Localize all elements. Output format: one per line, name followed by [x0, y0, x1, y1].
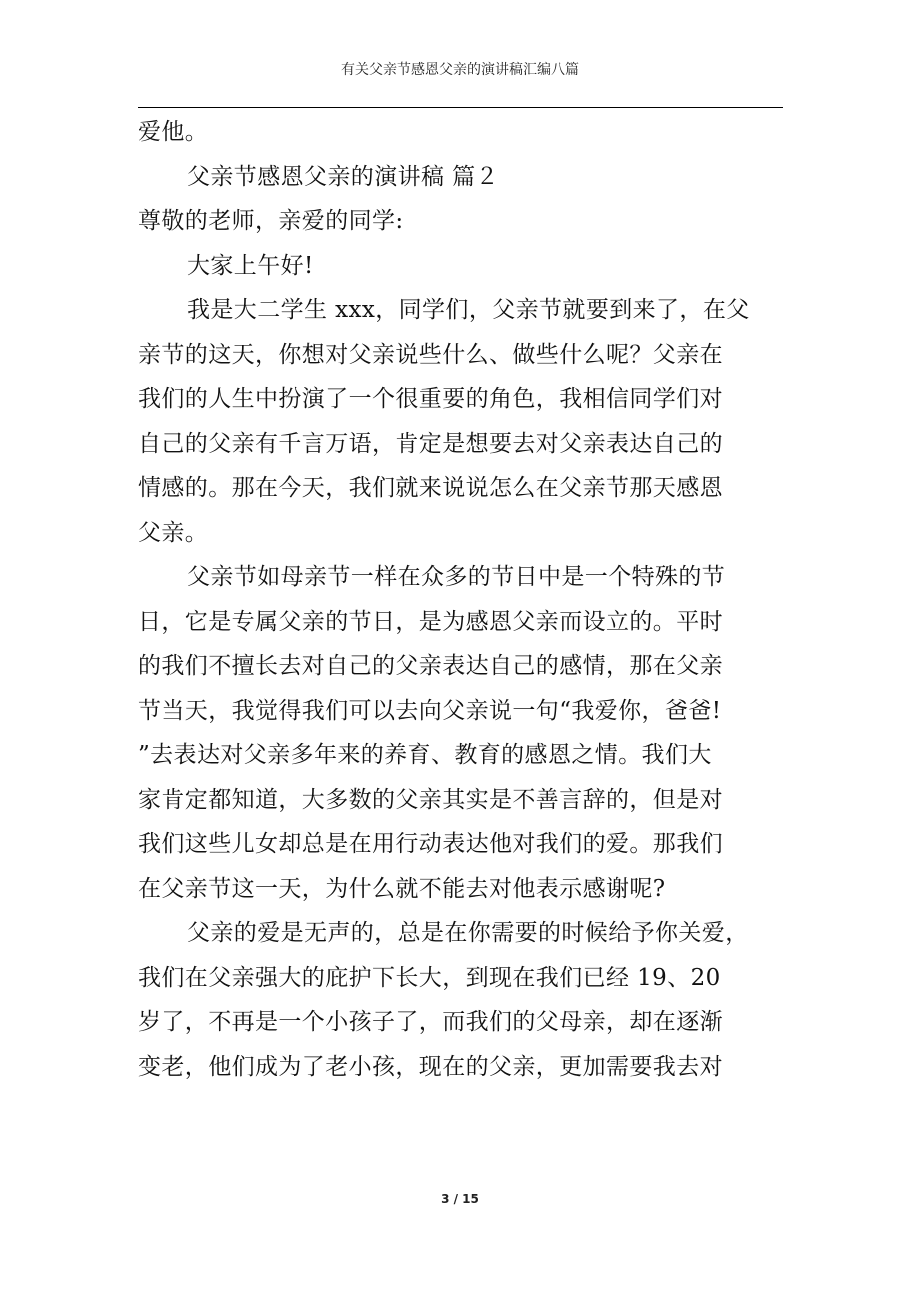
text-line: 自己的父亲有千言万语，肯定是想要去对父亲表达自己的: [138, 430, 723, 457]
text-line: 父亲。: [138, 519, 209, 546]
text-line: 节当天，我觉得我们可以去向父亲说一句“我爱你，爸爸!: [138, 697, 722, 724]
text-line: 在父亲节这一天，为什么就不能去对他表示感谢呢?: [138, 875, 666, 902]
greeting: 大家上午好!: [187, 252, 314, 279]
text-line: 父亲节如母亲节一样在众多的节日中是一个特殊的节: [187, 564, 726, 590]
running-header: 有关父亲节感恩父亲的演讲稿汇编八篇: [341, 62, 579, 78]
text-line: 爱他。: [138, 119, 209, 145]
text-line: 情感的。那在今天，我们就来说说怎么在父亲节那天感恩: [138, 475, 723, 501]
page-number: 3 / 15: [441, 1192, 479, 1206]
text-line: 我是大二学生 xxx，同学们，父亲节就要到来了，在父: [187, 297, 750, 323]
text-line: 我们的人生中扮演了一个很重要的角色，我相信同学们对: [138, 386, 723, 412]
text-line: 的我们不擅长去对自己的父亲表达自己的感情，那在父亲: [138, 653, 723, 679]
section-heading: 父亲节感恩父亲的演讲稿 篇２: [187, 163, 499, 190]
text-line: 我们这些儿女却总是在用行动表达他对我们的爱。那我们: [138, 831, 723, 857]
text-line: 父亲的爱是无声的，总是在你需要的时候给予你关爱，: [187, 920, 749, 946]
text-line: 家肯定都知道，大多数的父亲其实是不善言辞的，但是对: [138, 786, 723, 813]
text-line: 岁了，不再是一个小孩子了，而我们的父母亲，却在逐渐: [138, 1009, 723, 1035]
text-line: ”去表达对父亲多年来的养育、教育的感恩之情。我们大: [138, 742, 712, 768]
body-text: [138, 110, 783, 1089]
text-line: 变老，他们成为了老小孩，现在的父亲，更加需要我去对: [138, 1053, 723, 1080]
text-line: 我们在父亲强大的庇护下长大，到现在我们已经 19、20: [138, 964, 721, 991]
header-rule: [138, 107, 783, 108]
salutation: 尊敬的老师，亲爱的同学:: [138, 208, 404, 234]
text-line: 日，它是专属父亲的节日，是为感恩父亲而设立的。平时: [138, 608, 723, 635]
text-line: 亲节的这天，你想对父亲说些什么、做些什么呢？父亲在: [138, 341, 723, 368]
